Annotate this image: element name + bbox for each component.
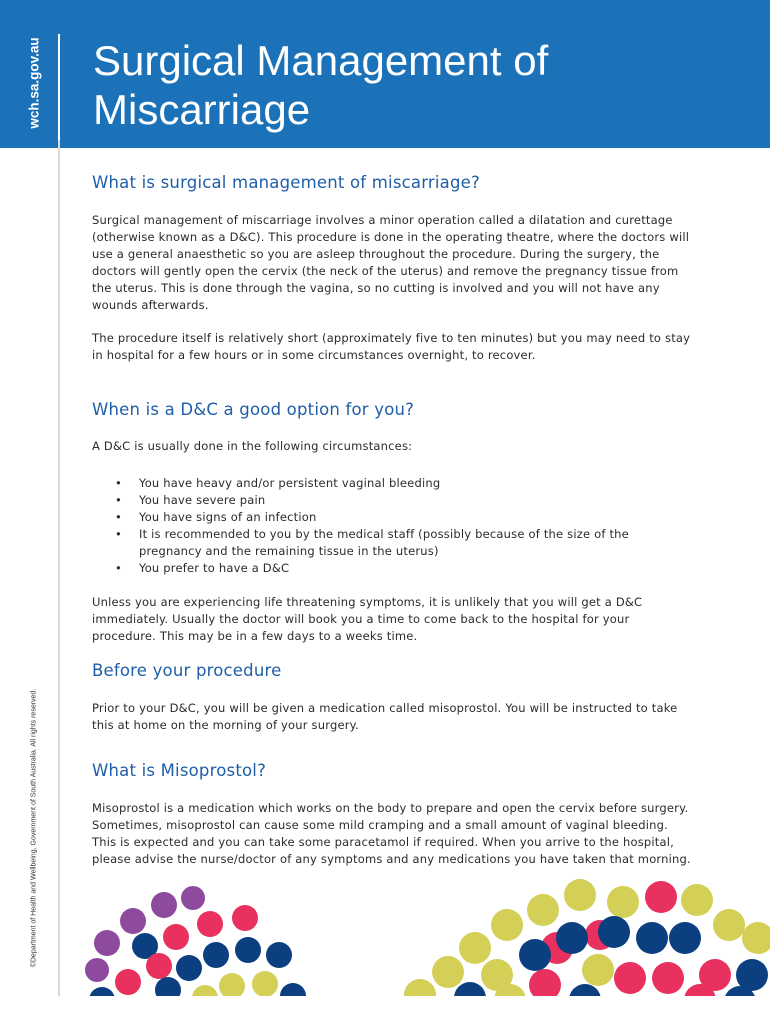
dot-purple (151, 892, 177, 918)
dot-pink (115, 969, 141, 995)
dot-pink (652, 962, 684, 994)
dot-navy (736, 959, 768, 991)
site-url: wch.sa.gov.au (26, 36, 42, 129)
section-heading-before: Before your procedure (92, 661, 282, 680)
what-is-paragraph-1: Surgical management of miscarriage involves a minor operation called a dilatation and curettage (otherwise known as a D&C). This procedure is done in the operating theatre, where the doctors will use a general anaesthetic so you are asleep throughout the procedure. During the surgery, the doctors will gently open the cervix (the neck of the uterus) and remove the pregnancy tissue from the uterus. This is done through the vagina, so no cutting is involved and you will not have any wounds afterwards. (92, 213, 690, 312)
dot-purple (181, 886, 205, 910)
dot-yellow (681, 884, 713, 916)
dot-navy (669, 922, 701, 954)
dot-yellow (527, 894, 559, 926)
dot-navy (203, 942, 229, 968)
bottom-margin (0, 996, 770, 1024)
list-item: • You have signs of an infection (139, 509, 692, 526)
section-heading-when: When is a D&C a good option for you? (92, 400, 415, 419)
before-paragraph-1: Prior to your D&C, you will be given a medication called misoprostol. You will be instructed to take this at home on the morning of your surgery. (92, 701, 678, 732)
dot-pink (232, 905, 258, 931)
list-item: • You prefer to have a D&C (139, 560, 692, 577)
dot-navy (519, 939, 551, 971)
dot-pink (541, 932, 573, 964)
dot-yellow (459, 932, 491, 964)
dot-navy (636, 922, 668, 954)
dot-navy (235, 937, 261, 963)
dot-pink (585, 920, 615, 950)
dot-pink (699, 959, 731, 991)
when-intro: A D&C is usually done in the following circumstances: (92, 439, 413, 453)
list-item: • It is recommended to you by the medical staff (possibly because of the size of the pregnancy and the remaining tissue in the uterus) (139, 526, 692, 560)
list-item: • You have severe pain (139, 492, 692, 509)
dot-purple (120, 908, 146, 934)
dot-pink (163, 924, 189, 950)
when-paragraph-2: Unless you are experiencing life threatening symptoms, it is unlikely that you will get a D&C immediately. Usually the doctor will book you a time to come back to the hospital for your procedure. This may be in a few days to a weeks time. (92, 595, 643, 643)
list-item: • You have heavy and/or persistent vaginal bleeding (139, 475, 692, 492)
dot-yellow (564, 879, 596, 911)
dot-yellow (491, 909, 523, 941)
margin-rule (58, 34, 60, 996)
dot-yellow (713, 909, 745, 941)
circumstances-list (92, 475, 692, 577)
dot-pink (614, 962, 646, 994)
dot-purple (85, 958, 109, 982)
section-heading-what-is: What is surgical management of miscarriage? (92, 173, 480, 192)
copyright-notice: ©Department of Health and Wellbeing, Government of South Australia. All rights reserved. (30, 688, 38, 967)
dot-yellow (742, 922, 770, 954)
header-divider (58, 34, 60, 140)
dot-yellow (607, 886, 639, 918)
dot-navy (556, 922, 588, 954)
dot-navy (598, 916, 630, 948)
dot-yellow (252, 971, 278, 997)
dot-navy (132, 933, 158, 959)
dot-pink (645, 881, 677, 913)
dot-pink (146, 953, 172, 979)
dot-pink (197, 911, 223, 937)
dot-navy (266, 942, 292, 968)
dot-navy (176, 955, 202, 981)
dot-yellow (432, 956, 464, 988)
misoprostol-paragraph-1: Misoprostol is a medication which works on the body to prepare and open the cervix before surgery. Sometimes, misoprostol can cause some mild cramping and a small amount of vaginal bleeding. This is expected and you can take some paracetamol if required. When you arrive to the hospital, please advise the nurse/doctor of any symptoms and any medications you have taken that morning. (92, 801, 691, 866)
dot-yellow (481, 959, 513, 991)
dot-yellow (582, 954, 614, 986)
page-title: Surgical Management of Miscarriage (93, 37, 549, 133)
dot-purple (94, 930, 120, 956)
main-content (92, 172, 692, 868)
what-is-paragraph-2: The procedure itself is relatively short (approximately five to ten minutes) but you may need to stay in hospital for a few hours or in some circumstances overnight, to recover. (92, 331, 691, 362)
section-heading-misoprostol: What is Misoprostol? (92, 761, 267, 780)
